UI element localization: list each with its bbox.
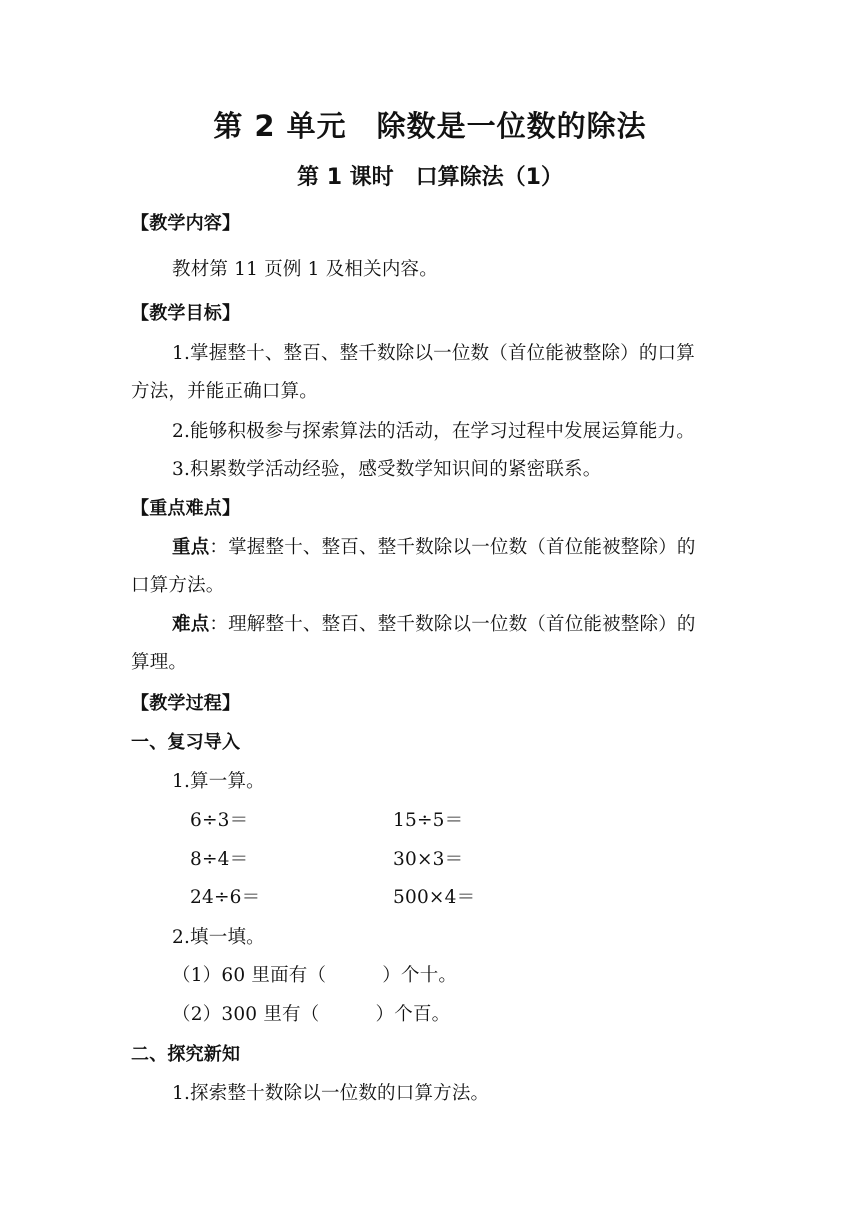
focus-line-1 (172, 536, 696, 560)
difficulty-line-1 (172, 613, 696, 637)
unit-title: 第 2 单元 除数是一位数的除法 (213, 109, 647, 143)
goal-2: 2.能够积极参与探索算法的活动，在学习过程中发展运算能力。 (172, 421, 695, 442)
calc-expression: 8÷4＝ (190, 849, 249, 870)
fill-question-2: （2）300 里有（ ）个百。 (172, 1004, 451, 1025)
focus-text: ：掌握整十、整百、整千数除以一位数（首位能被整除）的 (209, 537, 696, 558)
calc-expression: 500×4＝ (393, 887, 476, 908)
lesson-title: 第 1 课时 口算除法（1） (297, 165, 563, 190)
calc-expression: 15÷5＝ (393, 810, 464, 831)
section-heading-content: 【教学内容】 (131, 213, 241, 234)
focus-line-2: 口算方法。 (131, 575, 225, 596)
calc-expression: 30×3＝ (393, 849, 464, 870)
section-heading-goals: 【教学目标】 (131, 303, 241, 324)
review-item-1: 1.算一算。 (172, 771, 265, 792)
calc-expression: 24÷6＝ (190, 887, 261, 908)
difficulty-line-2: 算理。 (131, 652, 188, 673)
calc-expression: 6÷3＝ (190, 810, 249, 831)
fill-question-1: （1）60 里面有（ ）个十。 (172, 965, 458, 986)
difficulty-label: 难点 (172, 614, 210, 635)
part-2-heading: 二、探究新知 (131, 1044, 241, 1065)
review-item-2: 2.填一填。 (172, 927, 265, 948)
content-text: 教材第 11 页例 1 及相关内容。 (172, 259, 438, 280)
goal-3: 3.积累数学活动经验，感受数学知识间的紧密联系。 (172, 459, 602, 480)
goal-1-line-1: 1.掌握整十、整百、整千数除以一位数（首位能被整除）的口算 (172, 343, 695, 364)
difficulty-text: ：理解整十、整百、整千数除以一位数（首位能被整除）的 (209, 614, 696, 635)
section-heading-keypoints: 【重点难点】 (131, 498, 241, 519)
goal-1-line-2: 方法，并能正确口算。 (131, 381, 319, 402)
explore-item-1: 1.探索整十数除以一位数的口算方法。 (172, 1083, 490, 1104)
part-1-heading: 一、复习导入 (131, 732, 241, 753)
focus-label: 重点 (172, 537, 210, 558)
section-heading-process: 【教学过程】 (131, 693, 241, 714)
